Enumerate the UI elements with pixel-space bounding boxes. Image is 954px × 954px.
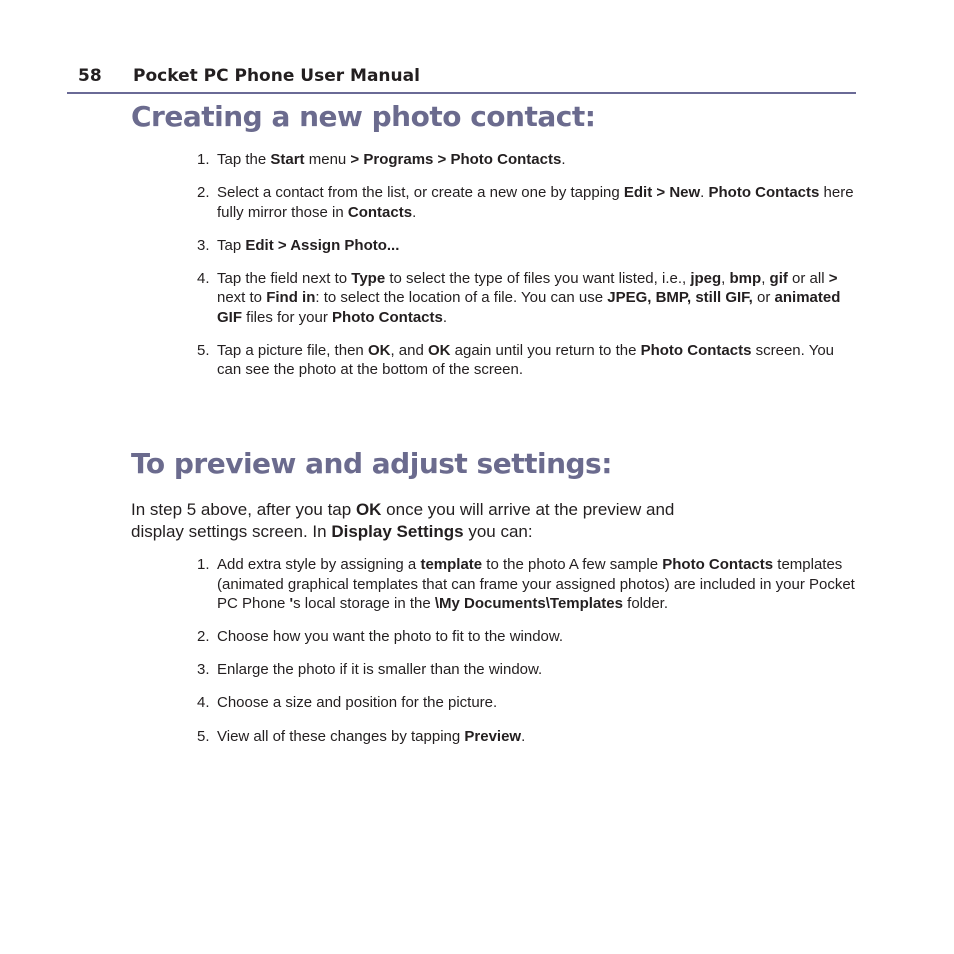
step-number: 4. xyxy=(197,694,210,711)
bold-term: gif xyxy=(769,269,788,287)
intro-paragraph-preview-settings xyxy=(131,499,731,543)
bold-term: > Programs > Photo Contacts xyxy=(350,151,562,168)
bold-term: \My Documents\Templates xyxy=(434,595,623,612)
text-run: Choose a size and position for the picture. xyxy=(217,694,498,711)
text-run: . xyxy=(561,151,566,168)
bold-term: jpeg xyxy=(690,269,722,287)
text-run: View all of these changes by tapping xyxy=(217,727,465,745)
text-run: screen. You can see the photo at the bottom of the screen. xyxy=(217,341,835,378)
text-run: : to select the location of a file. You can use xyxy=(315,289,608,306)
manual-title: Pocket PC Phone User Manual xyxy=(133,66,420,86)
bold-term: Contacts xyxy=(347,203,413,221)
list-item xyxy=(197,693,859,713)
bold-term: template xyxy=(420,556,483,573)
step-number: 2. xyxy=(197,628,210,645)
text-run: to the photo A few sample xyxy=(482,556,663,573)
bold-term: ' xyxy=(289,595,294,612)
steps-list-creating-photo-contact xyxy=(197,150,859,393)
text-run: Tap a picture file, then xyxy=(217,341,368,359)
text-run: menu xyxy=(304,151,351,168)
text-run: folder. xyxy=(622,595,669,612)
text-run: . xyxy=(700,184,709,201)
text-run: again until you return to the xyxy=(450,341,641,359)
bold-term: JPEG, BMP, still GIF, xyxy=(607,289,753,306)
text-run: templates (animated graphical templates that can frame your assigned photos) are included in your Pocket PC Phone xyxy=(217,556,855,612)
text-run: Tap the field next to xyxy=(217,269,352,287)
page-header xyxy=(67,64,856,94)
list-item xyxy=(197,660,859,680)
bold-term: Photo Contacts xyxy=(332,308,443,326)
bold-term: animated GIF xyxy=(217,289,841,326)
bold-term: > xyxy=(828,269,838,287)
bold-term: Edit > New xyxy=(623,184,701,201)
text-run: you can: xyxy=(463,522,533,541)
list-item xyxy=(197,269,859,328)
text-run: Tap xyxy=(217,236,246,254)
step-number: 5. xyxy=(197,341,210,359)
list-item xyxy=(197,555,859,614)
step-number: 1. xyxy=(197,151,210,168)
bold-term: OK xyxy=(367,341,391,359)
text-run: or all xyxy=(787,269,829,287)
bold-term: OK xyxy=(427,341,451,359)
bold-term: Edit > Assign Photo... xyxy=(245,236,400,254)
bold-term: Find in xyxy=(266,289,316,306)
text-run: here fully mirror those in xyxy=(217,184,854,221)
text-run: , xyxy=(721,269,730,287)
step-number: 3. xyxy=(197,236,210,254)
text-run: Enlarge the photo if it is smaller than the window. xyxy=(217,661,543,678)
text-run: , and xyxy=(390,341,428,359)
step-number: 2. xyxy=(197,184,210,201)
bold-term: Photo Contacts xyxy=(640,341,752,359)
list-item xyxy=(197,150,859,170)
text-run: or xyxy=(752,289,775,306)
bold-term: Preview xyxy=(464,727,522,745)
text-run: . xyxy=(412,203,417,221)
text-run: files for your xyxy=(242,308,333,326)
text-run: s local storage in the xyxy=(293,595,435,612)
step-number: 5. xyxy=(197,727,210,745)
text-run: Add extra style by assigning a xyxy=(217,556,421,573)
text-run: once you will arrive at the preview and display settings screen. In xyxy=(131,500,675,541)
bold-term: Type xyxy=(351,269,386,287)
text-run: to select the type of files you want listed, i.e., xyxy=(385,269,691,287)
section-heading-creating-photo-contact: Creating a new photo contact: xyxy=(131,100,596,133)
text-run: Choose how you want the photo to fit to the window. xyxy=(217,628,564,645)
steps-list-preview-settings xyxy=(197,555,859,760)
page-number: 58 xyxy=(78,66,102,86)
step-number: 1. xyxy=(197,556,210,573)
text-run: In step 5 above, after you tap xyxy=(131,500,356,519)
list-item xyxy=(197,236,859,256)
bold-term: Photo Contacts xyxy=(662,556,774,573)
bold-term: Display Settings xyxy=(331,522,464,541)
bold-term: Start xyxy=(270,151,305,168)
text-run: next to xyxy=(217,289,267,306)
text-run: , xyxy=(761,269,770,287)
list-item xyxy=(197,183,859,222)
list-item xyxy=(197,341,859,380)
text-run: Select a contact from the list, or create a new one by tapping xyxy=(217,184,624,201)
text-run: . xyxy=(521,727,526,745)
step-number: 4. xyxy=(197,269,210,287)
list-item xyxy=(197,627,859,647)
bold-term: OK xyxy=(355,500,382,519)
bold-term: Photo Contacts xyxy=(708,184,820,201)
bold-term: bmp xyxy=(729,269,762,287)
step-number: 3. xyxy=(197,661,210,678)
section-heading-preview-settings: To preview and adjust settings: xyxy=(131,447,612,480)
list-item xyxy=(197,727,859,747)
text-run: . xyxy=(442,308,448,326)
text-run: Tap the xyxy=(217,151,271,168)
